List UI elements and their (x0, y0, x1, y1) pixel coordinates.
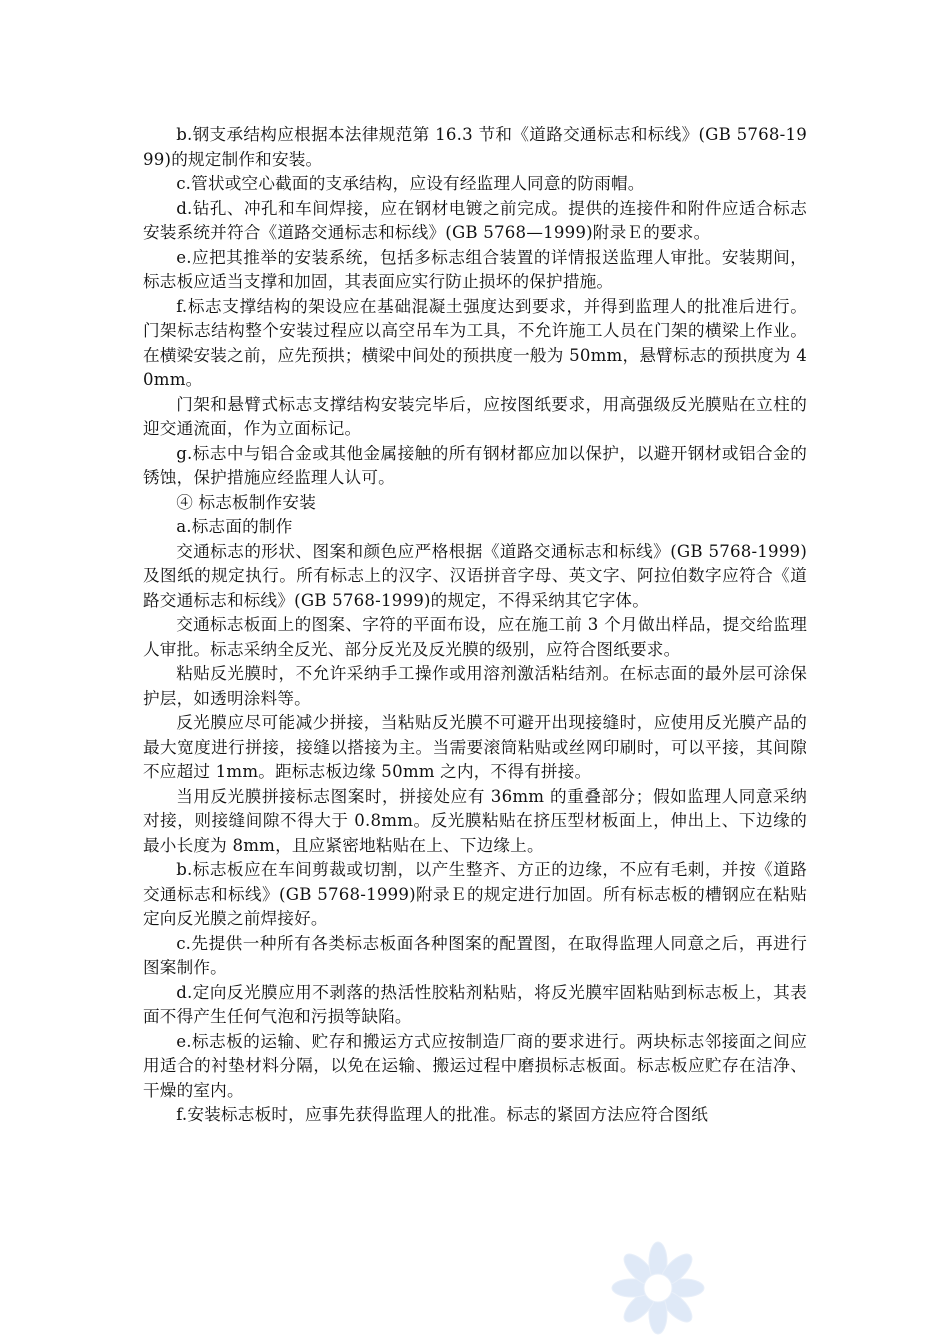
paragraph: f.安装标志板时，应事先获得监理人的批准。标志的紧固方法应符合图纸 (176, 1105, 709, 1124)
paragraph: 粘贴反光膜时，不允许采纳手工操作或用溶剂激活粘结剂。在标志面的最外层可涂保护层，如透明涂料等。 (143, 664, 807, 708)
paragraph: c.先提供一种所有各类标志板面各种图案的配置图，在取得监理人同意之后，再进行图案制作。 (143, 933, 807, 977)
paragraph: g.标志中与铝合金或其他金属接触的所有钢材都应加以保护，以避开钢材或铝合金的锈蚀，保护措施应经监理人认可。 (143, 443, 807, 487)
paragraph: 门架和悬臂式标志支撑结构安装完毕后，应按图纸要求，用高强级反光膜贴在立柱的迎交通流面，作为立面标记。 (143, 394, 807, 438)
paragraph: 当用反光膜拼接标志图案时，拼接处应有 36mm 的重叠部分；假如监理人同意采纳对接，则接缝间隙不得大于 0.8mm。反光膜粘贴在挤压型材板面上，伸出上、下边缘的最小长度为 8mm，且应紧密地粘贴在上、下边缘上。 (143, 786, 807, 855)
paragraph: 交通标志的形状、图案和颜色应严格根据《道路交通标志和标线》(GB 5768-1999)及图纸的规定执行。所有标志上的汉字、汉语拼音字母、英文字、阿拉伯数字应符合《道路交通标志和标线》(GB 5768-1999)的规定，不得采纳其它字体。 (143, 541, 807, 610)
snowflake-watermark-icon (598, 1232, 718, 1344)
paragraph: 交通标志板面上的图案、字符的平面布设，应在施工前 3 个月做出样品，提交给监理人审批。标志采纳全反光、部分反光及反光膜的级别，应符合图纸要求。 (143, 615, 807, 659)
document-body (143, 123, 807, 1128)
paragraph: e.应把其推举的安装系统，包括多标志组合装置的详情报送监理人审批。安装期间，标志板应适当支撑和加固，其表面应实行防止损坏的保护措施。 (143, 247, 807, 291)
paragraph: b.钢支承结构应根据本法律规范第 16.3 节和《道路交通标志和标线》(GB 5768-1999)的规定制作和安装。 (143, 125, 807, 169)
paragraph: 反光膜应尽可能减少拼接，当粘贴反光膜不可避开出现接缝时，应使用反光膜产品的最大宽度进行拼接，接缝以搭接为主。当需要滚筒粘贴或丝网印刷时，可以平接，其间隙不应超过 1mm。距标志板边缘 50mm 之内，不得有拼接。 (143, 713, 807, 781)
paragraph: f.标志支撑结构的架设应在基础混凝土强度达到要求，并得到监理人的批准后进行。门架标志结构整个安装过程应以高空吊车为工具，不允许施工人员在门架的横梁上作业。在横梁安装之前，应先预拱；横梁中间处的预拱度一般为 50mm，悬臂标志的预拱度为 40mm。 (143, 296, 807, 389)
paragraph: d.钻孔、冲孔和车间焊接，应在钢材电镀之前完成。提供的连接件和附件应适合标志安装系统并符合《道路交通标志和标线》(GB 5768—1999)附录Ｅ的要求。 (143, 198, 807, 242)
paragraph: d.定向反光膜应用不剥落的热活性胶粘剂粘贴，将反光膜牢固粘贴到标志板上，其表面不得产生任何气泡和污损等缺陷。 (143, 982, 807, 1026)
subsection-heading: a.标志面的制作 (176, 517, 293, 536)
section-heading: ④ 标志板制作安装 (176, 492, 317, 512)
paragraph: c.管状或空心截面的支承结构，应设有经监理人同意的防雨帽。 (176, 174, 645, 193)
paragraph: e.标志板的运输、贮存和搬运方式应按制造厂商的要求进行。两块标志邻接面之间应用适合的衬垫材料分隔，以免在运输、搬运过程中磨损标志板面。标志板应贮存在洁净、干燥的室内。 (143, 1031, 807, 1100)
paragraph: b.标志板应在车间剪裁或切割，以产生整齐、方正的边缘，不应有毛刺，并按《道路交通标志和标线》(GB 5768-1999)附录Ｅ的规定进行加固。所有标志板的槽钢应在粘贴定向反光膜之前焊接好。 (143, 860, 807, 928)
